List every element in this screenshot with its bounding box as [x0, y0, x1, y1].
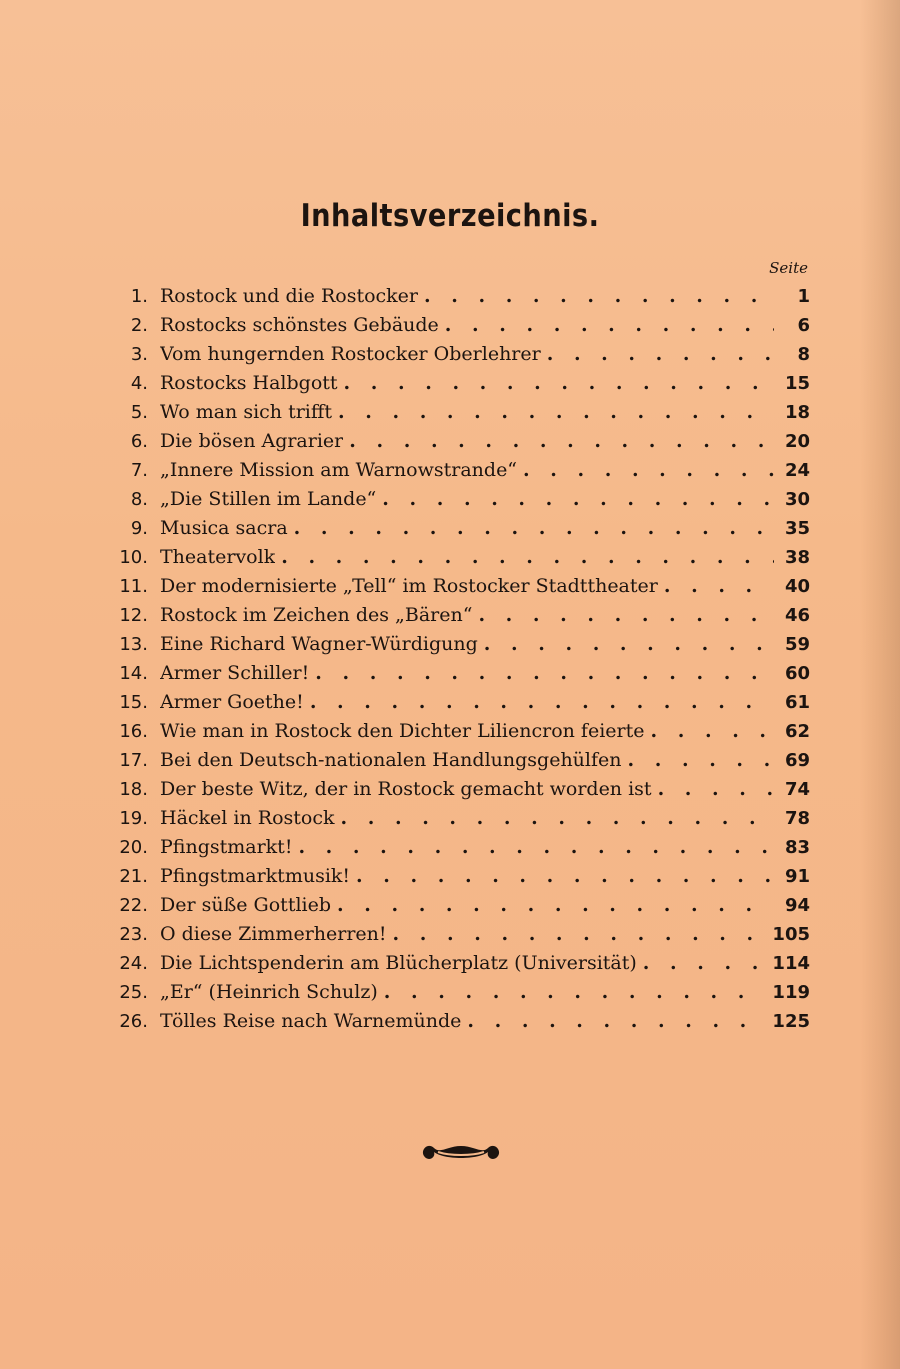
toc-entry: [108, 833, 810, 862]
toc-entry-title: Wie man in Rostock den Dichter Liliencron feierte: [160, 720, 645, 742]
toc-entry-page: 20: [784, 431, 810, 452]
toc-entry-title: Musica sacra: [160, 517, 288, 539]
toc-entry-title: Armer Schiller!: [160, 662, 310, 684]
toc-entry-number: 3.: [130, 344, 148, 365]
toc-entry: [108, 746, 810, 775]
toc-entry-title: Rostock und die Rostocker: [160, 285, 419, 307]
toc-entry: [108, 514, 810, 543]
toc-entry-number: 17.: [119, 750, 148, 771]
toc-leader-dots: [523, 456, 774, 485]
toc-leader-dots: [484, 630, 774, 659]
toc-entry-page: 30: [784, 489, 810, 510]
toc-leader-dots: [344, 369, 774, 398]
toc-entry: [108, 659, 810, 688]
toc-entry-title: „Innere Mission am Warnowstrande“: [160, 459, 518, 481]
toc-leader-dots: [310, 688, 774, 717]
toc-entry: [108, 601, 810, 630]
toc-entry-page: 59: [784, 634, 810, 655]
toc-entry-title: Eine Richard Wagner-Würdigung: [160, 633, 478, 655]
toc-leader-dots: [337, 891, 774, 920]
toc-entry-number: 11.: [119, 576, 148, 597]
toc-leader-dots: [658, 775, 774, 804]
toc-leader-dots: [341, 804, 775, 833]
toc-entry-number: 8.: [130, 489, 148, 510]
toc-entry: [108, 717, 810, 746]
toc-entry: [108, 920, 810, 949]
toc-leader-dots: [478, 601, 774, 630]
toc-entry-number: 2.: [130, 315, 148, 336]
page-title: Inhaltsverzeichnis.: [300, 198, 600, 234]
toc-entry-page: 6: [797, 315, 810, 336]
toc-entry-page: 62: [784, 721, 810, 742]
toc-entry-page: 1: [797, 286, 810, 307]
toc-entry-number: 22.: [119, 895, 148, 916]
toc-leader-dots: [281, 543, 774, 572]
toc-entry-title: O diese Zimmerherren!: [160, 923, 387, 945]
toc-entry: [108, 1007, 810, 1036]
toc-entry: [108, 427, 810, 456]
toc-entry-title: Rostocks Halbgott: [160, 372, 338, 394]
toc-leader-dots: [382, 485, 774, 514]
toc-entry: [108, 340, 810, 369]
toc-entry-title: Bei den Deutsch-nationalen Handlungsgehülfen: [160, 749, 622, 771]
toc-entry-number: 7.: [130, 460, 148, 481]
toc-entry-page: 94: [784, 895, 810, 916]
page-column-header: Seite: [769, 259, 808, 277]
toc-leader-dots: [298, 833, 774, 862]
toc-entry-number: 9.: [130, 518, 148, 539]
toc-entry-number: 21.: [119, 866, 148, 887]
toc-leader-dots: [664, 572, 774, 601]
toc-entry-number: 14.: [119, 663, 148, 684]
toc-entry-title: Rostocks schönstes Gebäude: [160, 314, 439, 336]
table-of-contents: [108, 282, 810, 1036]
toc-entry-page: 18: [784, 402, 810, 423]
toc-entry: [108, 485, 810, 514]
toc-entry-number: 12.: [119, 605, 148, 626]
toc-entry-number: 18.: [119, 779, 148, 800]
toc-entry: [108, 311, 810, 340]
toc-entry-number: 1.: [130, 286, 148, 307]
toc-entry: [108, 891, 810, 920]
toc-entry-page: 15: [784, 373, 810, 394]
toc-leader-dots: [393, 920, 767, 949]
toc-entry-title: Tölles Reise nach Warnemünde: [160, 1010, 462, 1032]
toc-entry: [108, 630, 810, 659]
toc-entry-number: 25.: [119, 982, 148, 1003]
toc-leader-dots: [349, 427, 774, 456]
toc-entry: [108, 398, 810, 427]
toc-leader-dots: [467, 1007, 766, 1036]
toc-entry-page: 83: [784, 837, 810, 858]
toc-entry-title: Wo man sich trifft: [160, 401, 333, 423]
toc-entry-page: 61: [784, 692, 810, 713]
toc-entry-page: 60: [784, 663, 810, 684]
toc-leader-dots: [424, 282, 774, 311]
toc-entry-page: 74: [784, 779, 810, 800]
toc-entry-title: Theatervolk: [160, 546, 276, 568]
toc-leader-dots: [356, 862, 774, 891]
toc-entry-page: 114: [772, 953, 810, 974]
toc-entry-title: Der modernisierte „Tell“ im Rostocker Stadttheater: [160, 575, 658, 597]
toc-entry: [108, 804, 810, 833]
toc-entry-page: 119: [772, 982, 810, 1003]
toc-entry: [108, 978, 810, 1007]
toc-entry-title: Der süße Gottlieb: [160, 894, 332, 916]
toc-entry: [108, 572, 810, 601]
toc-entry-page: 91: [784, 866, 810, 887]
toc-entry-number: 16.: [119, 721, 148, 742]
toc-entry-number: 6.: [130, 431, 148, 452]
toc-entry-page: 8: [797, 344, 810, 365]
toc-entry-number: 13.: [119, 634, 148, 655]
toc-entry-number: 15.: [119, 692, 148, 713]
toc-entry-title: „Er“ (Heinrich Schulz): [160, 981, 378, 1003]
toc-leader-dots: [651, 717, 775, 746]
toc-entry-page: 38: [784, 547, 810, 568]
toc-entry-page: 35: [784, 518, 810, 539]
toc-entry: [108, 282, 810, 311]
toc-entry-title: Rostock im Zeichen des „Bären“: [160, 604, 473, 626]
toc-leader-dots: [445, 311, 774, 340]
toc-entry-page: 105: [772, 924, 810, 945]
toc-entry-page: 24: [784, 460, 810, 481]
toc-leader-dots: [628, 746, 774, 775]
toc-entry-page: 78: [784, 808, 810, 829]
toc-entry-title: Häckel in Rostock: [160, 807, 335, 829]
toc-entry-number: 20.: [119, 837, 148, 858]
toc-entry-title: Der beste Witz, der in Rostock gemacht worden ist: [160, 778, 652, 800]
toc-entry-title: Vom hungernden Rostocker Oberlehrer: [160, 343, 541, 365]
toc-entry-title: Armer Goethe!: [160, 691, 304, 713]
ornament-icon: [418, 1136, 504, 1164]
toc-entry: [108, 862, 810, 891]
toc-entry-title: Die Lichtspenderin am Blücherplatz (Universität): [160, 952, 637, 974]
toc-entry-page: 125: [772, 1011, 810, 1032]
toc-entry-number: 5.: [130, 402, 148, 423]
toc-entry-number: 24.: [119, 953, 148, 974]
toc-entry: [108, 688, 810, 717]
toc-entry: [108, 369, 810, 398]
toc-entry-number: 10.: [119, 547, 148, 568]
toc-leader-dots: [643, 949, 767, 978]
toc-entry-page: 40: [784, 576, 810, 597]
toc-entry: [108, 543, 810, 572]
toc-leader-dots: [384, 978, 767, 1007]
toc-entry-title: Pfingstmarktmusik!: [160, 865, 351, 887]
toc-entry: [108, 949, 810, 978]
toc-leader-dots: [294, 514, 774, 543]
toc-entry-title: „Die Stillen im Lande“: [160, 488, 377, 510]
toc-entry-title: Die bösen Agrarier: [160, 430, 344, 452]
toc-leader-dots: [315, 659, 774, 688]
toc-entry-number: 23.: [119, 924, 148, 945]
toc-leader-dots: [547, 340, 774, 369]
toc-entry-number: 26.: [119, 1011, 148, 1032]
toc-entry-number: 19.: [119, 808, 148, 829]
toc-entry: [108, 456, 810, 485]
toc-leader-dots: [338, 398, 774, 427]
toc-entry-title: Pfingstmarkt!: [160, 836, 293, 858]
toc-entry: [108, 775, 810, 804]
toc-entry-number: 4.: [130, 373, 148, 394]
toc-entry-page: 69: [784, 750, 810, 771]
toc-entry-page: 46: [784, 605, 810, 626]
